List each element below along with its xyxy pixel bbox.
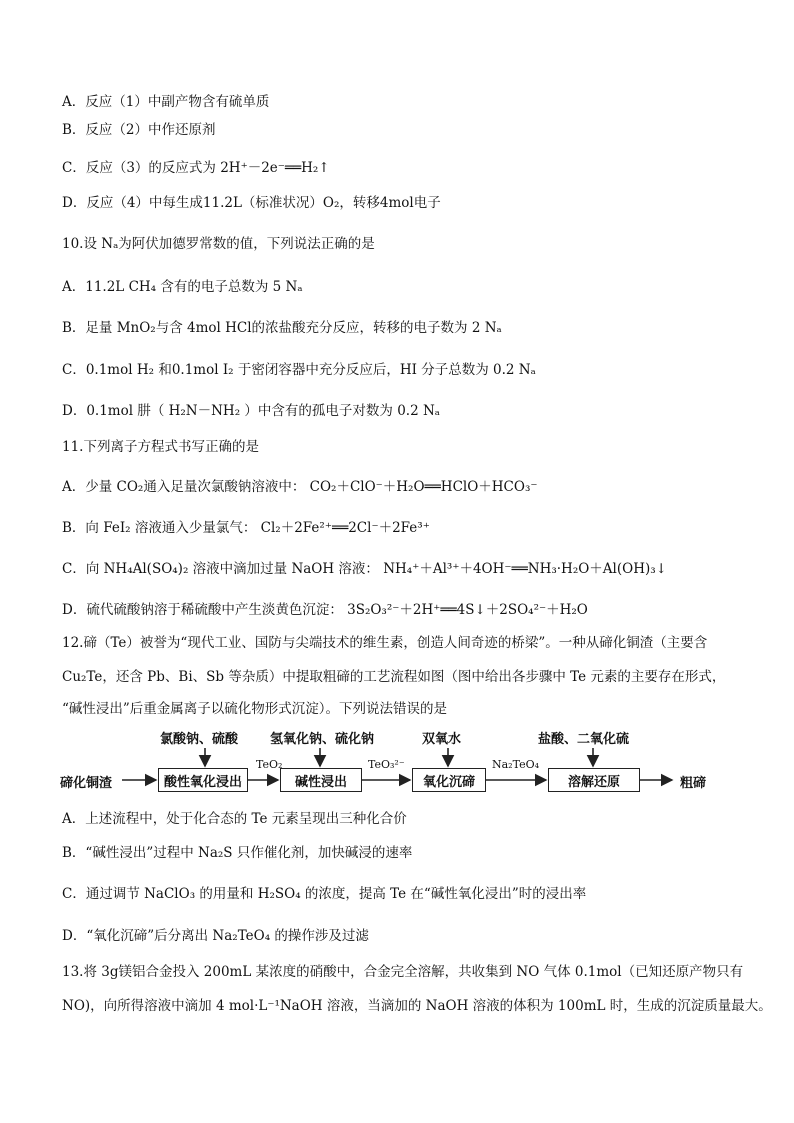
q11-option-d: D．硫代硫酸钠溶于稀硫酸中产生淡黄色沉淀： 3S₂O₃²⁻＋2H⁺══4S↓＋2SO₄²⁻＋H₂O <box>62 602 588 618</box>
q10-option-d: D．0.1mol 肼（ H₂N－NH₂ ）中含有的孤电子对数为 0.2 Nₐ <box>62 403 440 419</box>
q11-stem: 11.下列离子方程式书写正确的是 <box>62 439 259 455</box>
q12-stem-line1: 12.碲（Te）被誉为“现代工业、国防与尖端技术的维生素，创造人间奇迹的桥梁”。一种从碲化铜渣（主要含 <box>62 635 708 651</box>
q10-option-c: C．0.1mol H₂ 和0.1mol I₂ 于密闭容器中充分反应后，HI 分子总数为 0.2 Nₐ <box>62 362 536 378</box>
flow-step-acid-leach: 酸性氧化浸出 <box>158 768 248 792</box>
q13-stem-line1: 13.将 3g镁铝合金投入 200mL 某浓度的硝酸中，合金完全溶解，共收集到 NO 气体 0.1mol（已知还原产物只有 <box>62 964 744 980</box>
q11-option-b: B．向 FeI₂ 溶液通入少量氯气： Cl₂＋2Fe²⁺══2Cl⁻＋2Fe³⁺ <box>62 520 430 536</box>
q9-option-c: C．反应（3）的反应式为 2H⁺－2e⁻══H₂↑ <box>62 160 330 176</box>
q12-stem-line2: Cu₂Te，还含 Pb、Bi、Sb 等杂质）中提取粗碲的工艺流程如图（图中给出各步骤中 Te 元素的主要存在形式， <box>62 669 726 685</box>
q10-stem: 10.设 Nₐ为阿伏加德罗常数的值，下列说法正确的是 <box>62 236 375 252</box>
q10-option-a: A．11.2L CH₄ 含有的电子总数为 5 Nₐ <box>62 279 303 295</box>
flow-start-label: 碲化铜渣 <box>60 776 113 791</box>
flow-end-label: 粗碲 <box>680 776 707 791</box>
q11-option-c: C．向 NH₄Al(SO₄)₂ 溶液中滴加过量 NaOH 溶液： NH₄⁺＋Al³⁺＋4OH⁻══NH₃·H₂O＋Al(OH)₃↓ <box>62 561 667 577</box>
q12-stem-line3: “碱性浸出”后重金属离子以硫化物形式沉淀）。下列说法错误的是 <box>62 701 448 717</box>
flow-reagent-3: 双氧水 <box>422 732 462 747</box>
q13-stem-line2: NO)，向所得溶液中滴加 4 mol·L⁻¹NaOH 溶液，当滴加的 NaOH 溶液的体积为 100mL 时，生成的沉淀质量最大。 <box>62 998 772 1014</box>
process-flow-diagram <box>60 728 740 810</box>
flow-species-1: TeO₂ <box>256 758 283 771</box>
q9-option-a: A．反应（1）中副产物含有硫单质 <box>62 94 270 110</box>
q10-option-b: B．足量 MnO₂与含 4mol HCl的浓盐酸充分反应，转移的电子数为 2 Nₐ <box>62 320 502 336</box>
flow-step-dissolve-reduce: 溶解还原 <box>548 768 640 792</box>
q12-option-d: D．“氧化沉碲”后分离出 Na₂TeO₄ 的操作涉及过滤 <box>62 928 369 944</box>
flow-reagent-1: 氯酸钠、硫酸 <box>160 732 239 747</box>
flow-reagent-4: 盐酸、二氧化硫 <box>538 732 630 747</box>
q9-option-b: B．反应（2）中作还原剂 <box>62 122 216 138</box>
flow-species-3: Na₂TeO₄ <box>492 758 540 771</box>
q12-option-b: B．“碱性浸出”过程中 Na₂S 只作催化剂，加快碱浸的速率 <box>62 845 413 861</box>
q11-option-a: A．少量 CO₂通入足量次氯酸钠溶液中： CO₂＋ClO⁻＋H₂O══HClO＋HCO₃⁻ <box>62 479 538 495</box>
q12-option-a: A．上述流程中，处于化合态的 Te 元素呈现出三种化合价 <box>62 811 407 827</box>
flow-step-alkali-leach: 碱性浸出 <box>280 768 362 792</box>
flow-step-oxidize-precipitate: 氧化沉碲 <box>412 768 486 792</box>
flow-species-2: TeO₃²⁻ <box>368 758 405 771</box>
q12-option-c: C．通过调节 NaClO₃ 的用量和 H₂SO₄ 的浓度，提高 Te 在“碱性氧化浸出”时的浸出率 <box>62 886 587 902</box>
flow-reagent-2: 氢氧化钠、硫化钠 <box>270 732 375 747</box>
q9-option-d: D．反应（4）中每生成11.2L（标准状况）O₂，转移4mol电子 <box>62 195 441 211</box>
